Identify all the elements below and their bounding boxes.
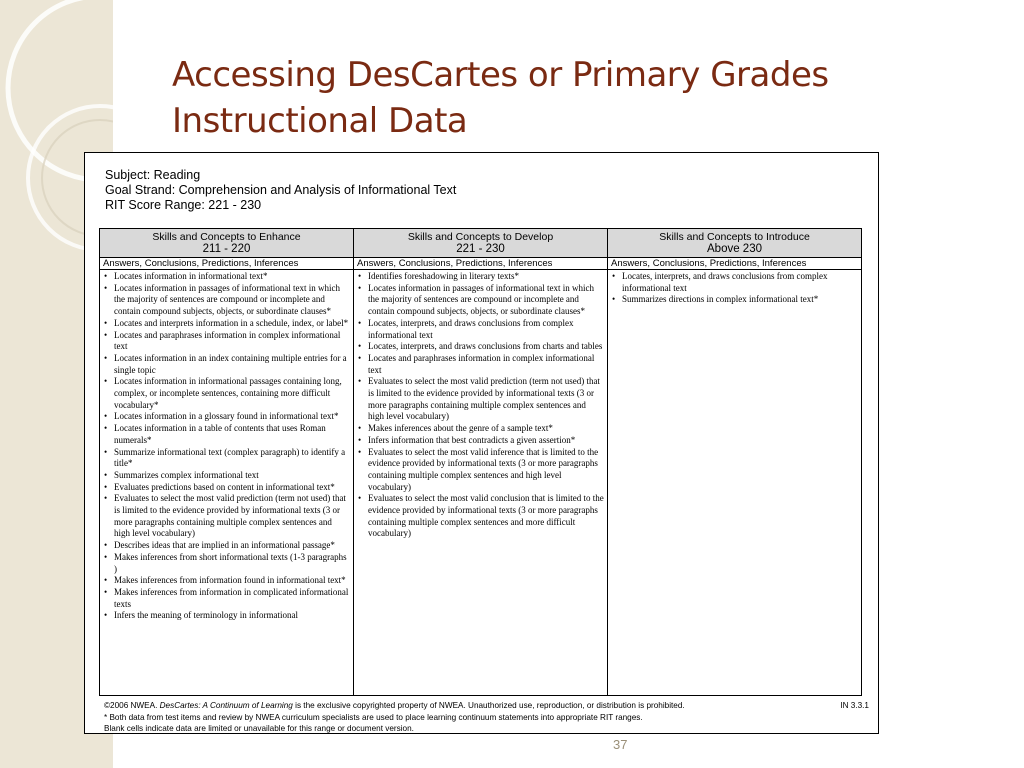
column-introduce-cell [608, 270, 862, 696]
table-header-row [100, 229, 862, 258]
document-footer [104, 700, 869, 735]
skill-item: • Locates and paraphrases information in complex informational text [357, 353, 604, 376]
subheader-row [100, 258, 862, 270]
skill-item: • Makes inferences about the genre of a sample text* [357, 423, 604, 435]
skill-item: • Evaluates to select the most valid conclusion that is limited to the evidence provided by informational texts (3 or more paragraphs containing multiple complex sentences and more difficult vocabulary) [357, 493, 604, 540]
slide-title-line-2: Instructional Data [172, 101, 468, 141]
skill-item: • Locates information in passages of informational text in which the majority of sentences are compound or incomplete and contain compound subjects, objects, or subordinate clauses* [103, 283, 350, 318]
skill-item: • Identifies foreshadowing in literary texts* [357, 271, 604, 283]
copyright-prefix: ©2006 NWEA. [104, 701, 160, 710]
skill-item: • Summarizes directions in complex informational text* [611, 294, 858, 306]
rit-range-line: RIT Score Range: 221 - 230 [105, 198, 262, 212]
column-rit-range: 221 - 230 [456, 243, 505, 255]
skill-list-introduce [611, 271, 858, 306]
skill-item: • Locates information in informational text* [103, 271, 350, 283]
skill-item: • Evaluates to select the most valid inference that is limited to the evidence provided by informational texts (3 or more paragraphs containing multiple complex sentences and high level vocabulary) [357, 447, 604, 494]
column-rit-range: 211 - 220 [202, 243, 251, 255]
content-row [100, 270, 862, 696]
continuum-document-image [84, 152, 879, 734]
column-subheader: Answers, Conclusions, Predictions, Inferences [100, 258, 354, 270]
skill-item: • Locates, interprets, and draws conclusions from complex informational text [357, 318, 604, 341]
slide-number: 37 [613, 737, 628, 752]
column-rit-range: Above 230 [707, 243, 762, 255]
column-header-introduce [608, 229, 862, 258]
column-heading: Skills and Concepts to Enhance [152, 231, 301, 243]
skill-item: • Summarize informational text (complex paragraph) to identify a title* [103, 447, 350, 470]
skill-list-enhance [103, 271, 350, 622]
skill-item: • Locates information in an index containing multiple entries for a single topic [103, 353, 350, 376]
goal-strand-line: Goal Strand: Comprehension and Analysis of Informational Text [105, 183, 457, 197]
copyright-work-title: DesCartes: A Continuum of Learning [159, 701, 293, 710]
column-subheader: Answers, Conclusions, Predictions, Inferences [608, 258, 862, 270]
column-enhance-cell [100, 270, 354, 696]
slide-title-line-1: Accessing DesCartes or Primary Grades [172, 55, 829, 95]
skill-item: • Makes inferences from information found in informational text* [103, 575, 350, 587]
skill-item: • Locates information in a glossary found in informational text* [103, 411, 350, 423]
skill-item: • Describes ideas that are implied in an informational passage* [103, 540, 350, 552]
document-code: IN 3.3.1 [840, 701, 869, 710]
skill-item: • Makes inferences from short informational texts (1-3 paragraphs ) [103, 552, 350, 575]
footnote-placement: * Both data from test items and review by NWEA curriculum specialists are used to place learning continuum statements into appropriate RIT ranges. [104, 712, 643, 722]
column-subheader: Answers, Conclusions, Predictions, Inferences [354, 258, 608, 270]
skill-item: • Summarizes complex informational text [103, 470, 350, 482]
skill-item: • Evaluates predictions based on content in informational text* [103, 482, 350, 494]
skill-item: • Evaluates to select the most valid prediction (term not used) that is limited to the evidence provided by informational texts (3 or more paragraphs containing multiple complex sentences and high level vocabulary) [357, 376, 604, 423]
column-header-enhance [100, 229, 354, 258]
skill-item: • Locates and interprets information in a schedule, index, or label* [103, 318, 350, 330]
skill-list-develop [357, 271, 604, 540]
copyright-line [104, 700, 869, 712]
footnote-blank-cells: Blank cells indicate data are limited or unavailable for this range or document version. [104, 724, 414, 733]
skill-item: • Locates information in informational passages containing long, complex, or incomplete sentences, containing more difficult vocabulary* [103, 376, 350, 411]
subject-line: Subject: Reading [105, 168, 201, 182]
skill-item: • Infers information that best contradicts a given assertion* [357, 435, 604, 447]
skill-item: • Locates and paraphrases information in complex informational text [103, 330, 350, 353]
skill-item: • Evaluates to select the most valid prediction (term not used) that is limited to the evidence provided by informational texts (3 or more paragraphs containing multiple complex sentences and high level vocabulary) [103, 493, 350, 540]
document-header [105, 168, 456, 213]
continuum-table [99, 228, 862, 696]
skill-item: • Makes inferences from information in complicated informational texts [103, 587, 350, 610]
slide-title [172, 52, 972, 144]
skill-item: • Locates, interprets, and draws conclusions from charts and tables [357, 341, 604, 353]
column-header-develop [354, 229, 608, 258]
skill-item: • Locates information in a table of contents that uses Roman numerals* [103, 423, 350, 446]
skill-item: • Infers the meaning of terminology in informational [103, 610, 350, 622]
skill-item: • Locates information in passages of informational text in which the majority of sentences are compound or incomplete and contain compound subjects, objects, or subordinate clauses* [357, 283, 604, 318]
column-heading: Skills and Concepts to Develop [407, 231, 554, 243]
column-heading: Skills and Concepts to Introduce [659, 231, 810, 243]
copyright-suffix: is the exclusive copyrighted property of NWEA. Unauthorized use, reproduction, or distribution is prohibited. [292, 701, 685, 710]
column-develop-cell [354, 270, 608, 696]
skill-item: • Locates, interprets, and draws conclusions from complex informational text [611, 271, 858, 294]
